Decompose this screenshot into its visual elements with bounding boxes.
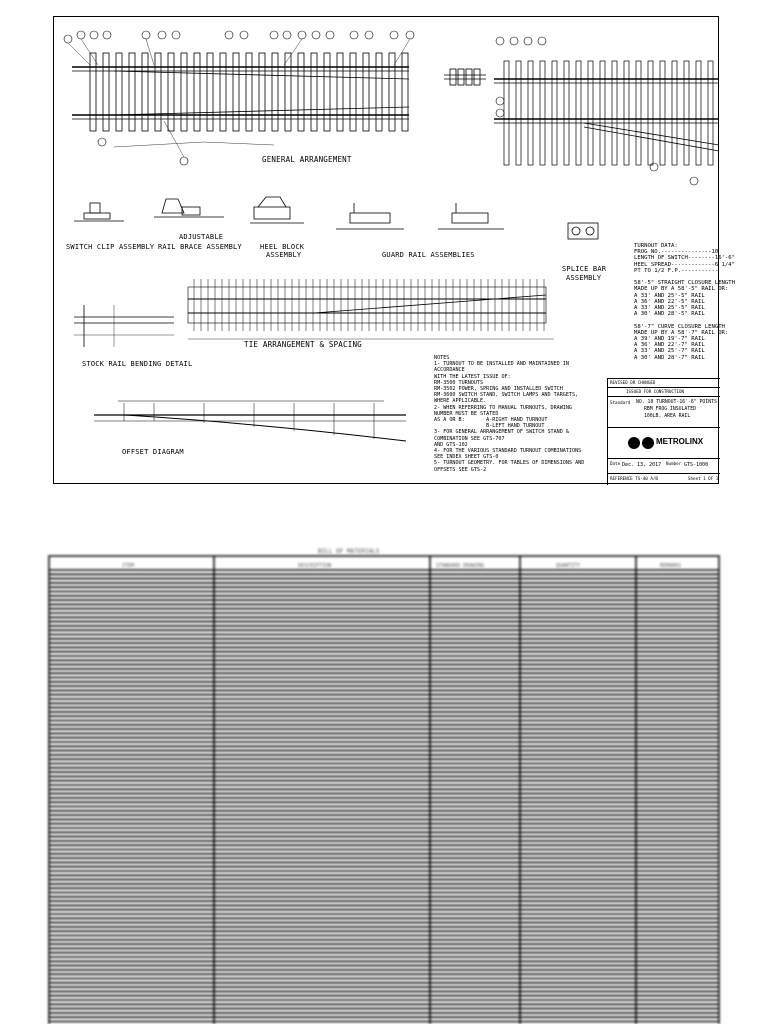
sheet-number: Sheet 1 OF 1 bbox=[688, 476, 719, 481]
company-name: METROLINX bbox=[656, 437, 704, 446]
title-line-2: RBM FROG INSULATED bbox=[644, 407, 696, 412]
date-value: Dec. 13, 2017 bbox=[622, 462, 662, 468]
stock-rail-label: STOCK RAIL BENDING DETAIL bbox=[82, 360, 193, 368]
bom-title: BILL OF MATERIALS bbox=[318, 548, 380, 555]
turnout-data-block: TURNOUT DATA: FROG NO.---------------10 LENGTH OF SWITCH--------16'-6" HEEL SPREAD-------------6 1/4" PT TO 1/2 F.P.----------- 58'-5" STRAIGHT CLOSURE LENGTH MADE UP BY A 58'-5" RAIL OR: A 33' AND 25'-5" RAIL A 36' AND 22'-5" RAIL A 33' AND 25'-5" RAIL A 30' AND 28'-5" RAIL 58'-7" CURVE CLOSURE LENGTH MADE UP BY A 58'-7" RAIL OR: A 39' AND 19'-7" RAIL A 36' AND 22'-7" RAIL A 33' AND 25'-7" RAIL A 30' AND 28'-7" RAIL bbox=[634, 243, 736, 361]
title-line-3: 100LB. AREA RAIL bbox=[644, 414, 691, 419]
assembly-details-graphic bbox=[74, 197, 598, 347]
bom-table-grid bbox=[48, 544, 722, 1024]
switch-detail-graphic bbox=[494, 37, 719, 185]
general-arrangement-graphic bbox=[64, 31, 486, 165]
splice-bar-label: SPLICE BAR bbox=[562, 265, 607, 273]
offset-diagram-graphic bbox=[94, 401, 406, 441]
rail-brace-label: RAIL BRACE ASSEMBLY bbox=[158, 243, 242, 251]
heel-block-label: HEEL BLOCK bbox=[260, 243, 305, 251]
guard-rail-label: GUARD RAIL ASSEMBLIES bbox=[382, 251, 475, 259]
bom-header-quantity: QUANTITY bbox=[556, 563, 581, 569]
rev-header: REVISED OR CHANGED bbox=[610, 380, 656, 385]
bom-row-lines bbox=[49, 570, 719, 1022]
notes-block: NOTES 1- TURNOUT TO BE INSTALLED AND MAINTAINED IN ACCORDANCE WITH THE LATEST ISSUE OF: RM-3500 TURNOUTS RM-3502 POWER, SPRING AND INSTALLED SWITCH RM-3600 SWITCH STAND, SWITCH LAMPS AND TARGETS, WHERE APPLICABLE. 2- WHEN REFERRING TO MANUAL TURNOUTS, DRAWING NUMBER MUST BE STATED AS A OR B: A-RIGHT HAND TURNOUT B-LEFT HAND TURNOUT 3- FOR GENERAL ARRANGEMENT OF SWITCH STAND & COMBINATION SEE GTS-707 AND GTS-102 4- FOR THE VARIOUS STANDARD TURNOUT COMBINATIONS SEE INDEX SHEET GTS-0 5- TURNOUT GEOMETRY. FOR TABLES OF DIMENSIONS AND OFFSETS SEE GTS-2 bbox=[434, 355, 585, 473]
general-arrangement-label: GENERAL ARRANGEMENT bbox=[262, 155, 352, 164]
adjustable-label: ADJUSTABLE bbox=[179, 233, 224, 241]
drawing-sheet bbox=[53, 16, 736, 484]
number-label: Number bbox=[666, 461, 682, 466]
switch-clip-label: SWITCH CLIP ASSEMBLY bbox=[66, 243, 155, 251]
standard-label: Standard bbox=[610, 400, 631, 405]
tie-arrangement-graphic bbox=[188, 279, 554, 339]
date-label: Date bbox=[610, 461, 621, 466]
heel-block-assembly-label: ASSEMBLY bbox=[266, 251, 302, 259]
reference-text: REFERENCE TS-40 A/B bbox=[610, 476, 658, 481]
bill-of-materials bbox=[48, 544, 722, 1024]
offset-diagram-label: OFFSET DIAGRAM bbox=[122, 448, 184, 456]
title-line-1: NO. 10 TURNOUT-16'-6" POINTS bbox=[636, 400, 717, 405]
bom-header-item: ITEM bbox=[122, 563, 135, 569]
revision-note: ISSUED FOR CONSTRUCTION bbox=[626, 389, 684, 394]
number-value: GTS-1000 bbox=[684, 462, 709, 468]
bom-header-description: DESCRIPTION bbox=[298, 563, 332, 569]
title-block bbox=[607, 378, 720, 485]
tie-arrangement-label: TIE ARRANGEMENT & SPACING bbox=[244, 340, 362, 349]
bom-header-remarks: REMARKS bbox=[660, 563, 682, 569]
splice-bar-assembly-label: ASSEMBLY bbox=[566, 274, 602, 282]
bom-header-standard: STANDARD DRAWING bbox=[436, 563, 485, 569]
